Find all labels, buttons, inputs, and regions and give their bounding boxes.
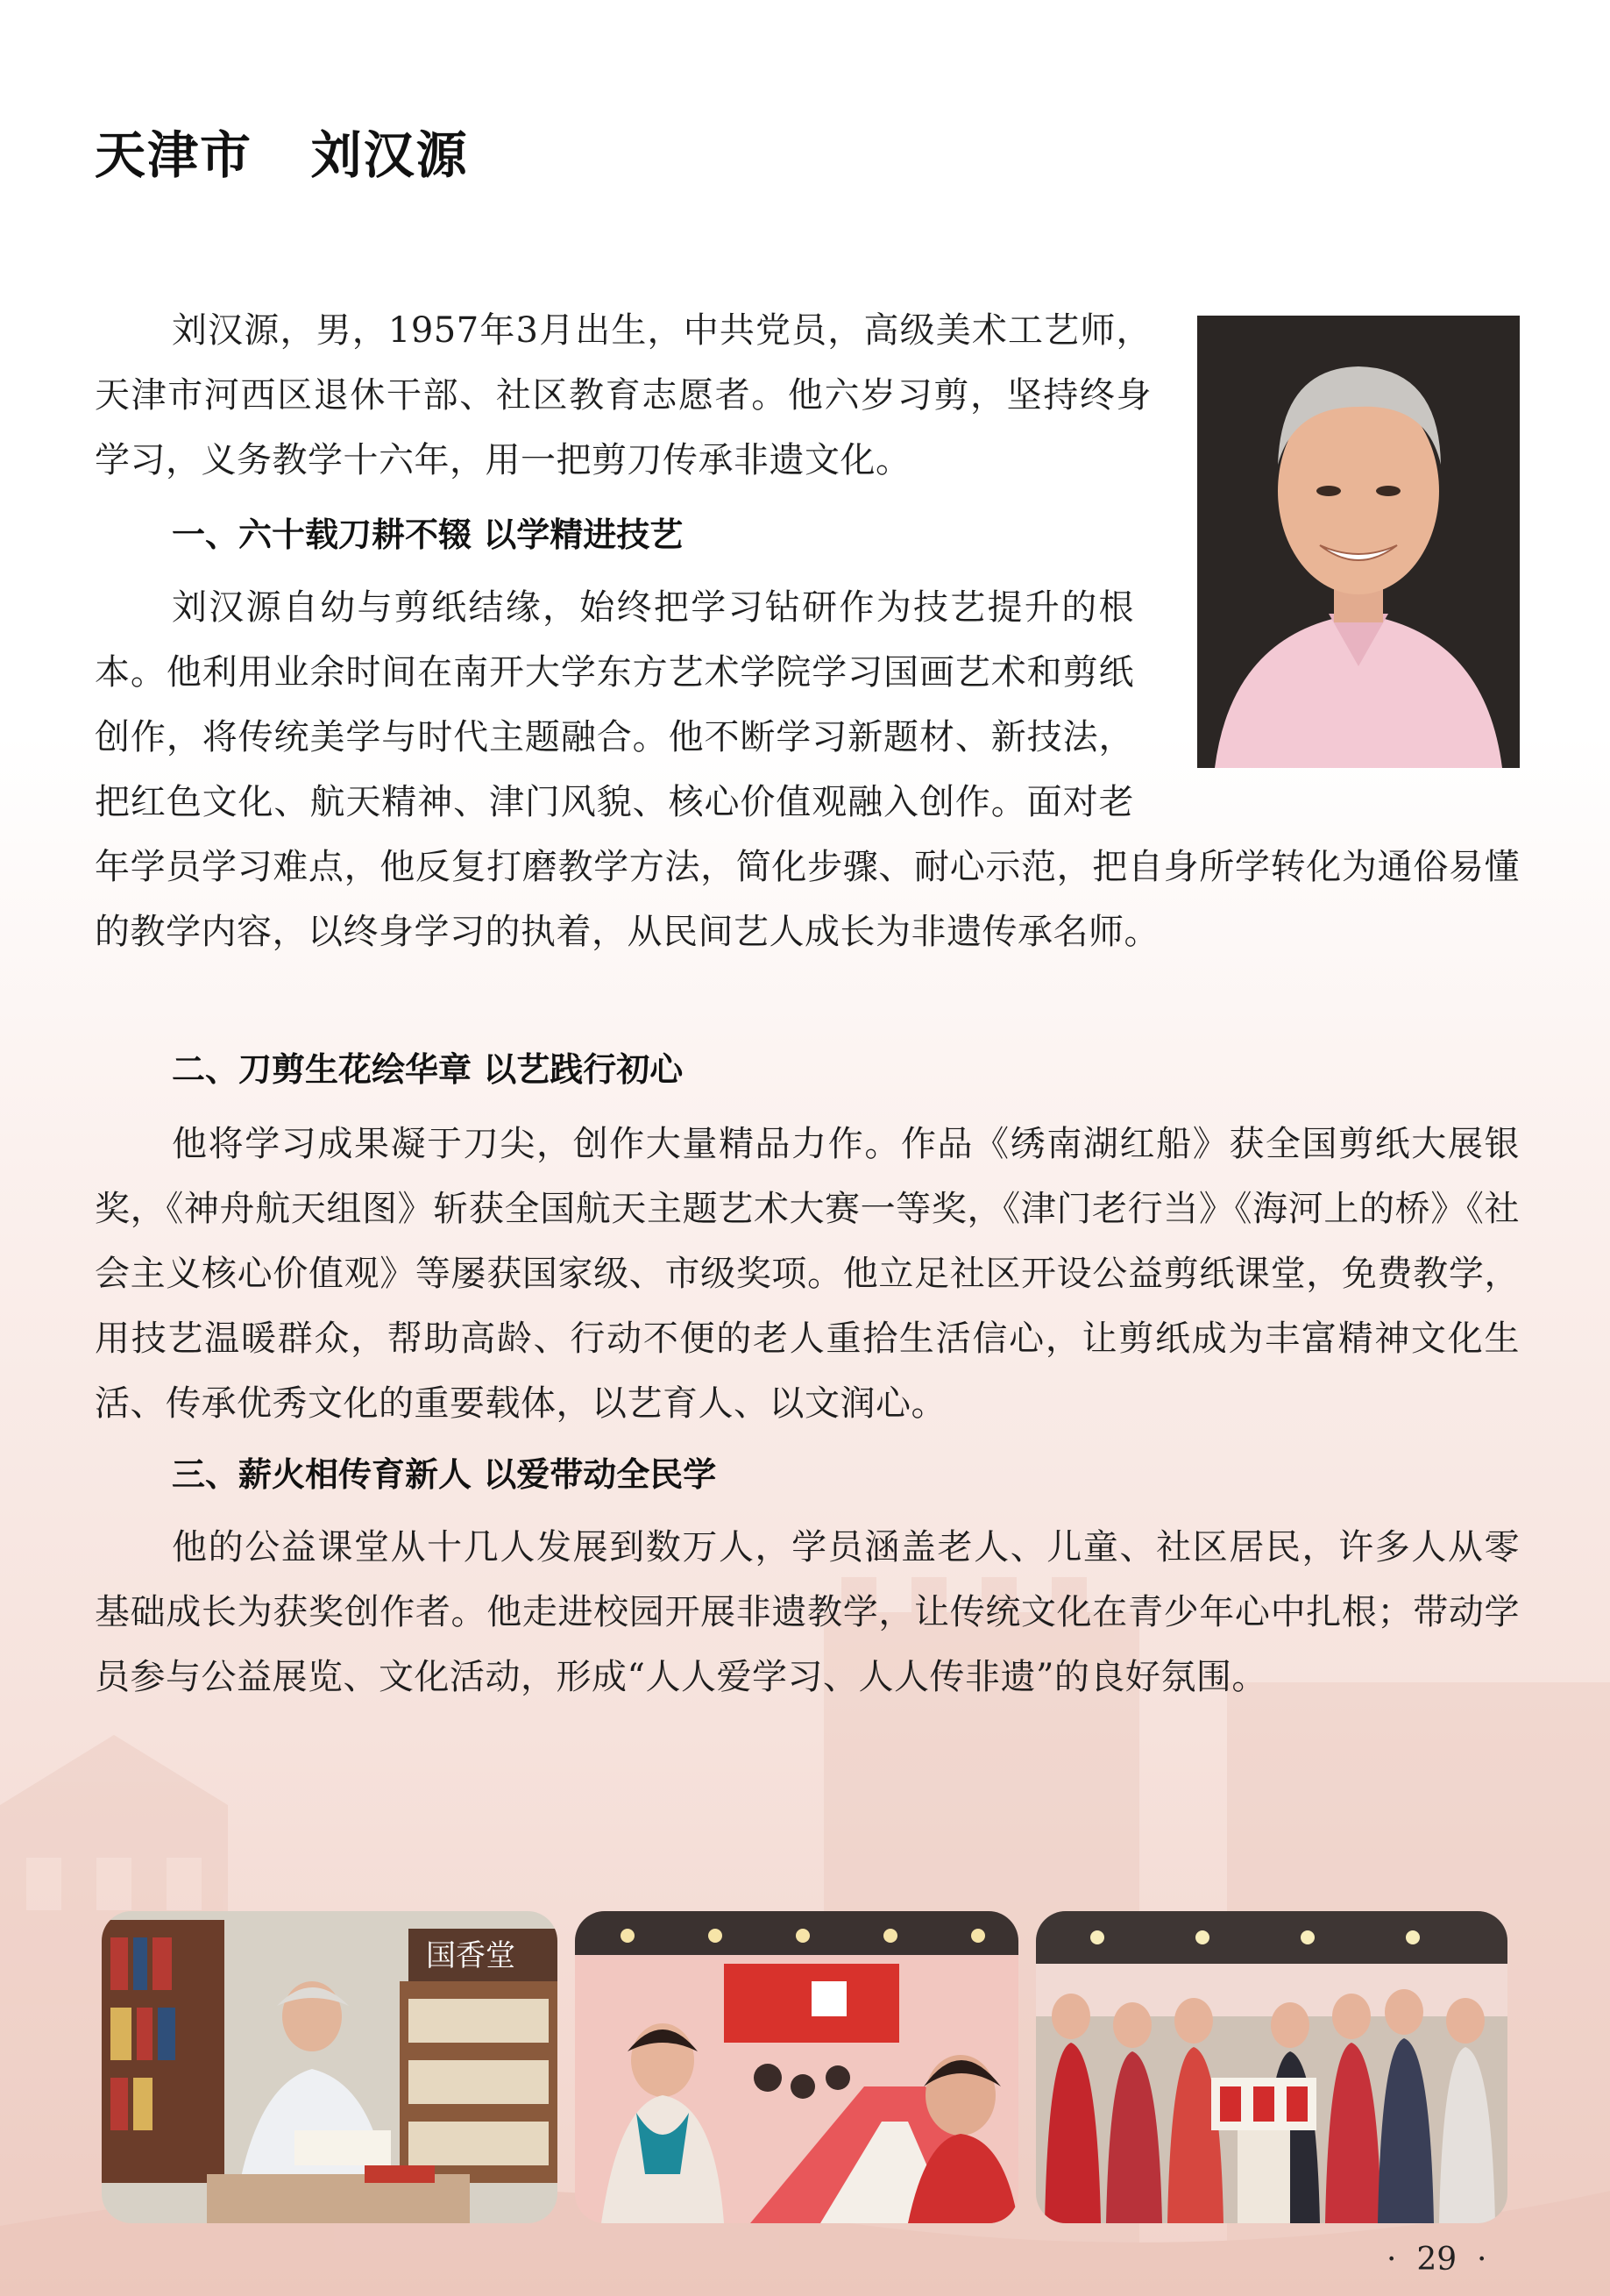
photo-reading-room [102,1911,557,2223]
photo-group-display [1036,1911,1507,2223]
intro-paragraph: 刘汉源，男，1957年3月出生，中共党员，高级美术工艺师，天津市河西区退休干部、社区教育志愿者。他六岁习剪，坚持终身学习，义务教学十六年，用一把剪刀传承非遗文化。 [95,310,1152,480]
page-number: · 29 · [1387,2242,1487,2278]
section-3-body: 他的公益课堂从十几人发展到数万人，学员涵盖老人、儿童、社区居民，许多人从零基础成长为获奖创作者。他走进校园开展非遗教学，让传统文化在青少年心中扎根；带动学员参与公益展览、文化活动，形成“人人爱学习、人人传非遗”的良好氛围。 [95,1527,1520,1697]
section-2-heading: 二、刀剪生花绘华章 以艺践行初心 [172,1050,684,1089]
section-3-heading: 三、薪火相传育新人 以爱带动全民学 [172,1455,717,1494]
section-1-heading: 一、六十载刀耕不辍 以学精进技艺 [172,515,684,554]
page-title: 天津市 刘汉源 [95,125,469,185]
section-2-body: 他将学习成果凝于刀尖，创作大量精品力作。作品《绣南湖红船》获全国剪纸大展银奖，《神舟航天组图》斩获全国航天主题艺术大赛一等奖，《津门老行当》《海河上的桥》《社会主义核心价值观》等屡获国家级、市级奖项。他立足社区开设公益剪纸课堂，免费教学，用技艺温暖群众，帮助高龄、行动不便的老人重拾生活信心，让剪纸成为丰富精神文化生活、传承优秀文化的重要载体，以艺育人、以文润心。 [95,1124,1520,1424]
banner-text: 国香堂 [426,1938,515,1973]
photo-papercut-class [575,1911,1018,2223]
section-1-body: 刘汉源自幼与剪纸结缘，始终把学习钻研作为技艺提升的根本。他利用业余时间在南开大学东方艺术学院学习国画艺术和剪纸创作，将传统美学与时代主题融合。他不断学习新题材、新技法，把红色文化、航天精神、津门风貌、核心价值观融入创作。面对老年学员学习难点，他反复打磨教学方法，简化步骤、耐心示范，把自身所学转化为通俗易懂的教学内容，以终身学习的执着，从民间艺人成长为非遗传承名师。 [95,587,1520,952]
